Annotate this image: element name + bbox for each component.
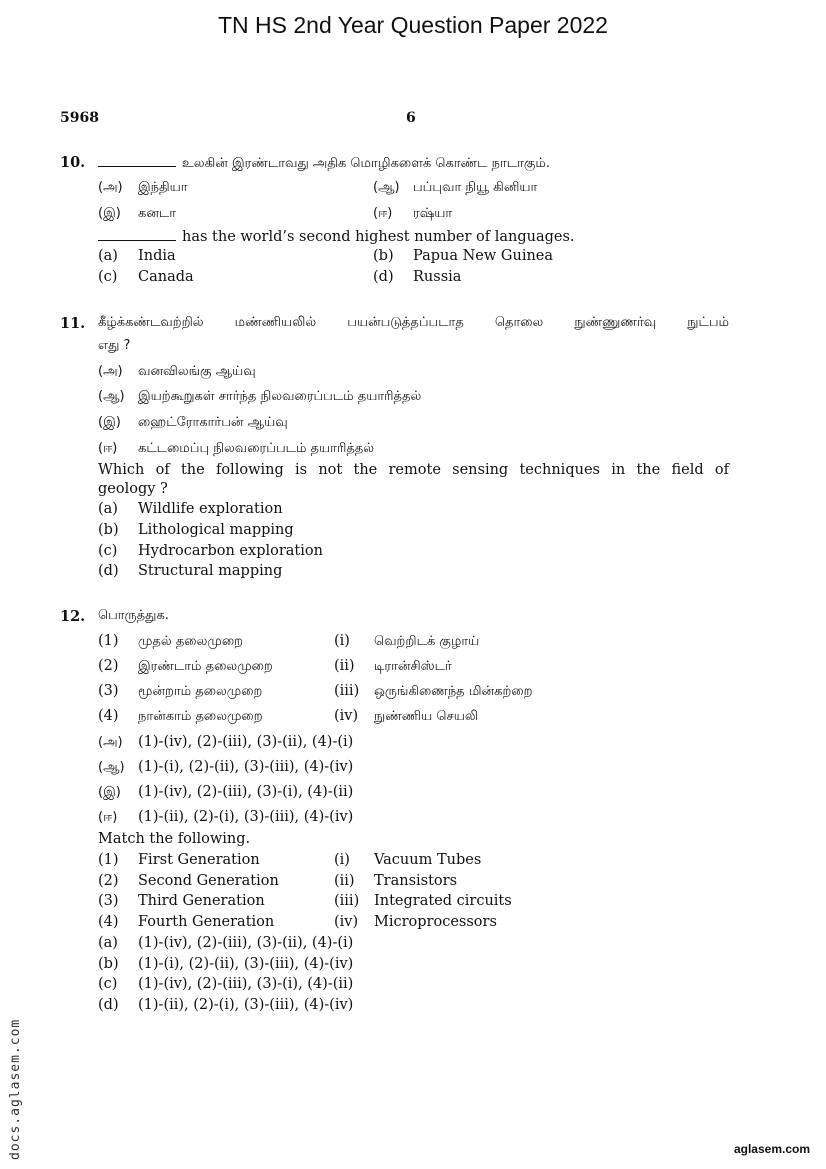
option-marker: (c) — [98, 269, 118, 285]
option-text: Russia — [413, 269, 462, 285]
option-marker: (அ) — [98, 735, 123, 750]
pair-left-text: Third Generation — [138, 893, 265, 909]
option-marker: (b) — [98, 956, 119, 972]
option-text: Papua New Guinea — [413, 248, 554, 264]
option-marker: (a) — [98, 501, 118, 517]
option-marker: (ஈ) — [373, 206, 393, 221]
option-marker: (b) — [98, 522, 119, 538]
pair-right-marker: (i) — [334, 852, 350, 868]
option-marker: (d) — [373, 269, 394, 285]
option-text: (1)-(iv), (2)-(iii), (3)-(ii), (4)-(i) — [138, 734, 354, 750]
stem-text: has the world’s second highest number of languages. — [182, 229, 575, 245]
pair-right-marker: (iii) — [334, 893, 360, 909]
question-stem-english: Which of the following is not the remote sensing techniques in the field of — [98, 462, 729, 478]
pair-left-text: நான்காம் தலைமுறை — [138, 709, 263, 724]
pair-left-marker: (3) — [98, 893, 119, 909]
question-stem-english-continued: geology ? — [98, 481, 168, 497]
pair-left-text: Fourth Generation — [138, 914, 275, 930]
option-marker: (ஆ) — [98, 760, 125, 775]
answer-blank — [98, 154, 176, 167]
page-number: 6 — [406, 110, 416, 126]
pair-right-text: Transistors — [374, 873, 458, 889]
option-marker: (d) — [98, 563, 119, 579]
pair-right-text: Microprocessors — [374, 914, 497, 930]
pair-left-text: மூன்றாம் தலைமுறை — [138, 684, 263, 699]
option-marker: (ஆ) — [98, 389, 125, 404]
option-text: (1)-(ii), (2)-(i), (3)-(iii), (4)-(iv) — [138, 809, 354, 825]
option-marker: (இ) — [98, 206, 121, 221]
option-marker: (a) — [98, 248, 118, 264]
pair-left-marker: (2) — [98, 658, 119, 674]
option-text: ஹைட்ரோகார்பன் ஆய்வு — [138, 415, 288, 430]
pair-left-marker: (3) — [98, 683, 119, 699]
pair-left-text: First Generation — [138, 852, 260, 868]
side-watermark: docs.aglasem.com — [8, 1018, 23, 1160]
option-marker: (c) — [98, 976, 118, 992]
option-text: (1)-(iv), (2)-(iii), (3)-(i), (4)-(ii) — [138, 976, 354, 992]
question-stem-tamil-continued: எது ? — [98, 338, 131, 353]
option-marker: (d) — [98, 997, 119, 1013]
option-marker: (b) — [373, 248, 394, 264]
option-text: இந்தியா — [138, 180, 188, 195]
pair-right-marker: (ii) — [334, 873, 355, 889]
option-text: (1)-(i), (2)-(ii), (3)-(iii), (4)-(iv) — [138, 759, 354, 775]
question-stem-tamil — [98, 154, 550, 172]
pair-left-marker: (1) — [98, 852, 119, 868]
option-marker: (a) — [98, 935, 118, 951]
pair-left-marker: (4) — [98, 708, 119, 724]
option-text: (1)-(i), (2)-(ii), (3)-(iii), (4)-(iv) — [138, 956, 354, 972]
pair-right-text: வெற்றிடக் குழாய் — [374, 634, 480, 649]
pair-left-marker: (4) — [98, 914, 119, 930]
question-number: 11. — [60, 315, 86, 332]
option-marker: (ஈ) — [98, 441, 118, 456]
pair-right-text: நுண்ணிய செயலி — [374, 709, 479, 724]
option-marker: (அ) — [98, 364, 123, 379]
question-number: 12. — [60, 608, 86, 625]
answer-blank — [98, 228, 176, 241]
question-stem-tamil: கீழ்க்கண்டவற்றில் மண்ணியலில் பயன்படுத்தப்படாத தொலை நுண்ணுணர்வு நுட்பம் — [98, 315, 729, 330]
option-text: India — [138, 248, 176, 264]
stem-text: உலகின் இரண்டாவது அதிக மொழிகளைக் கொண்ட நாடாகும். — [182, 156, 550, 171]
option-marker: (அ) — [98, 180, 123, 195]
paper-code: 5968 — [60, 110, 99, 126]
pair-right-text: டிரான்சிஸ்டர் — [374, 659, 452, 674]
pair-left-marker: (2) — [98, 873, 119, 889]
pair-right-marker: (ii) — [334, 658, 355, 674]
footer-brand: aglasem.com — [733, 1142, 810, 1156]
option-text: ரஷ்யா — [413, 206, 453, 221]
option-text: Wildlife exploration — [138, 501, 283, 517]
option-text: Lithological mapping — [138, 522, 294, 538]
question-stem-english: Match the following. — [98, 831, 251, 847]
option-text: கட்டமைப்பு நிலவரைப்படம் தயாரித்தல் — [138, 441, 375, 456]
option-text: Structural mapping — [138, 563, 283, 579]
pair-right-marker: (iv) — [334, 914, 359, 930]
option-text: Hydrocarbon exploration — [138, 543, 323, 559]
option-text: பப்புவா நியூ கினியா — [413, 180, 538, 195]
option-text: (1)-(iv), (2)-(iii), (3)-(ii), (4)-(i) — [138, 935, 354, 951]
option-marker: (ஈ) — [98, 810, 118, 825]
pair-right-text: Integrated circuits — [374, 893, 512, 909]
pair-right-marker: (iv) — [334, 708, 359, 724]
pair-left-text: Second Generation — [138, 873, 279, 889]
option-text: (1)-(iv), (2)-(iii), (3)-(i), (4)-(ii) — [138, 784, 354, 800]
pair-right-marker: (iii) — [334, 683, 360, 699]
question-stem-tamil: பொருத்துக. — [98, 608, 169, 623]
option-text: கனடா — [138, 206, 177, 221]
option-marker: (ஆ) — [373, 180, 400, 195]
option-text: Canada — [138, 269, 194, 285]
option-text: வனவிலங்கு ஆய்வு — [138, 364, 256, 379]
pair-right-marker: (i) — [334, 633, 350, 649]
page-header-title: TN HS 2nd Year Question Paper 2022 — [218, 12, 608, 38]
option-text: (1)-(ii), (2)-(i), (3)-(iii), (4)-(iv) — [138, 997, 354, 1013]
pair-left-text: முதல் தலைமுறை — [138, 634, 243, 649]
option-text: இயற்கூறுகள் சார்ந்த நிலவரைப்படம் தயாரித்தல் — [138, 389, 422, 404]
option-marker: (இ) — [98, 415, 121, 430]
question-stem-english — [98, 228, 575, 245]
pair-left-marker: (1) — [98, 633, 119, 649]
pair-right-text: ஒருங்கிணைந்த மின்கற்றை — [374, 684, 533, 699]
pair-left-text: இரண்டாம் தலைமுறை — [138, 659, 273, 674]
pair-right-text: Vacuum Tubes — [374, 852, 482, 868]
option-marker: (c) — [98, 543, 118, 559]
option-marker: (இ) — [98, 785, 121, 800]
question-number: 10. — [60, 154, 86, 171]
